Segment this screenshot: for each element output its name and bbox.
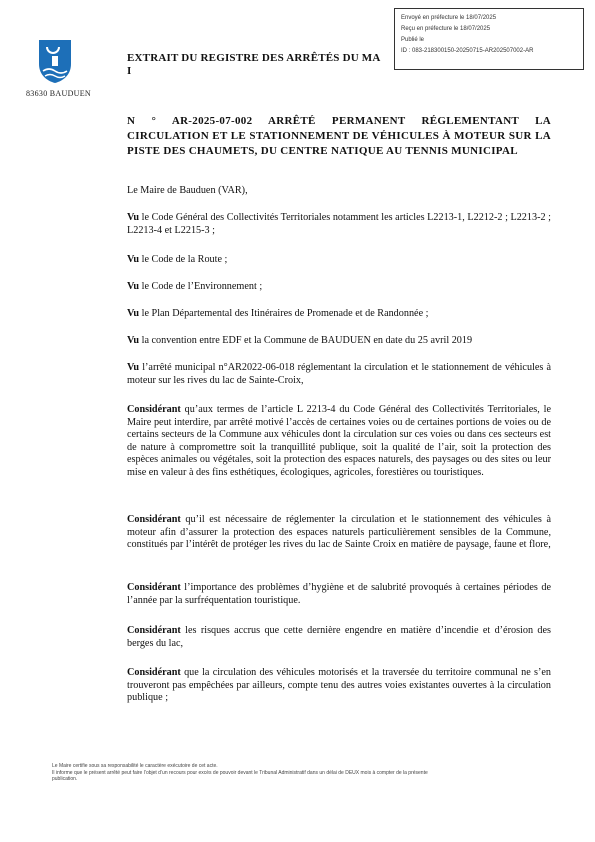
town-crest-icon [37,38,73,84]
paragraph-lead: Vu [127,362,140,373]
paragraph-vu-environnement [127,281,551,294]
paragraph-lead: Vu [127,281,140,292]
paragraph-vu-route [127,254,551,267]
decree-title: N ° AR-2025-07-002 ARRÊTÉ PERMANENT RÉGLEMENTANT LA CIRCULATION ET LE STATIONNEMENT DE VÉHICULES À MOTEUR SUR LA PISTE DES CHAUMETS, DU CENTRE NATIQUE AU TENNIS MUNICIPAL [127,115,551,157]
paragraph-considerant-3 [127,582,551,607]
paragraph-lead: Vu [127,308,140,319]
paragraph-text: l’importance des problèmes d’hygiène et de salubrité provoqués à certaines périodes de l’année par la surfréquentation touristique. [127,582,551,606]
footer-line-2: Il informe que le présent arrêté peut faire l’objet d’un recours pour excès de pouvoir devant le Tribunal Administratif dans un délai de DEUX mois à compter de la présente publication. [52,769,428,782]
paragraph-text: le Code Général des Collectivités Territoriales notamment les articles L2213-1, L2212-2 ; L2213-2 ; L2213-4 et L2215-3 ; [127,212,551,236]
paragraph-considerant-1 [127,404,551,480]
stamp-received: Reçu en préfecture le 18/07/2025 [401,26,491,32]
stamp-id: ID : 083-218300150-20250715-AR202507002-AR [401,48,534,54]
stamp-sent: Envoyé en préfecture le 18/07/2025 [401,15,497,21]
paragraph-text: qu’aux termes de l’article L 2213-4 du Code Général des Collectivités Territoriales, le Maire peut interdire, par arrêté motivé l’accès de certaines voies ou de certaines portions de voies ou de certains secteurs de la Commune aux véhicules dont la circulation sur ces voies ou dans ces secteurs est de nature à compromettre soit la tranquillité publique, soit la qualité de l’air, soit la protection des espèces animales ou végétales, soit la protection des espaces naturels, des paysages ou des sites ou leur mise en valeur à des fins esthétiques, écologiques, agricoles, forestières ou touristiques. [127,404,551,478]
paragraph-text: le Code de la Route ; [139,254,228,265]
paragraph-vu-convention [127,335,551,348]
header-line-1: EXTRAIT DU REGISTRE DES ARRÊTÉS DU MA [127,52,381,64]
paragraph-lead: Considérant [127,582,181,593]
paragraph-considerant-4 [127,625,551,650]
document-header [127,52,389,78]
paragraph-lead: Vu [127,254,140,265]
paragraph-lead: Vu [127,335,140,346]
header-line-2: I [127,65,132,77]
footer-line-1: Le Maire certifie sous sa responsabilité le caractère exécutoire de cet acte. [52,763,218,769]
paragraph-text: la convention entre EDF et la Commune de BAUDUEN en date du 25 avril 2019 [139,335,473,346]
paragraph-text: le Plan Départemental des Itinéraires de Promenade et de Randonnée ; [139,308,429,319]
paragraph-text: qu’il est nécessaire de réglementer la circulation et le stationnement des véhicules à moteur afin d’assurer la protection des espaces naturels particulièrement sensibles de la Commune, constitués par l’intérêt de protéger les rives du lac de Sainte Croix en matière de paysage, faune et flore, [127,514,551,551]
paragraph-text: Le Maire de Bauduen (VAR), [127,185,248,196]
paragraph-considerant-5 [127,667,551,705]
paragraph-lead: Considérant [127,625,181,636]
paragraph-lead: Considérant [127,514,181,525]
paragraph-vu-arrete [127,362,551,387]
paragraph-vu-cgct [127,212,551,237]
stamp-published: Publié le [401,37,425,43]
town-name: 83630 BAUDUEN [26,89,92,98]
paragraph-lead: Considérant [127,667,181,678]
paragraph-preamble [127,185,551,198]
paragraph-lead: Vu [127,212,140,223]
paragraph-text: le Code de l’Environnement ; [139,281,263,292]
paragraph-lead: Considérant [127,404,181,415]
paragraph-considerant-2 [127,514,551,552]
prefecture-stamp [394,8,584,70]
paragraph-vu-pdipr [127,308,551,321]
paragraph-text: les risques accrus que cette dernière engendre en matière d’incendie et d’érosion des berges du lac, [127,625,551,649]
paragraph-text: l’arrêté municipal n°AR2022-06-018 réglementant la circulation et le stationnement de véhicules à moteur sur les rives du lac de Sainte-Croix, [127,362,551,386]
legal-footer [52,763,452,783]
paragraph-text: que la circulation des véhicules motorisés et la traversée du territoire communal ne s’en trouveront pas empêchées par ailleurs, compte tenu des autres voies existantes ouvertes à la circulation publique ; [127,667,551,704]
